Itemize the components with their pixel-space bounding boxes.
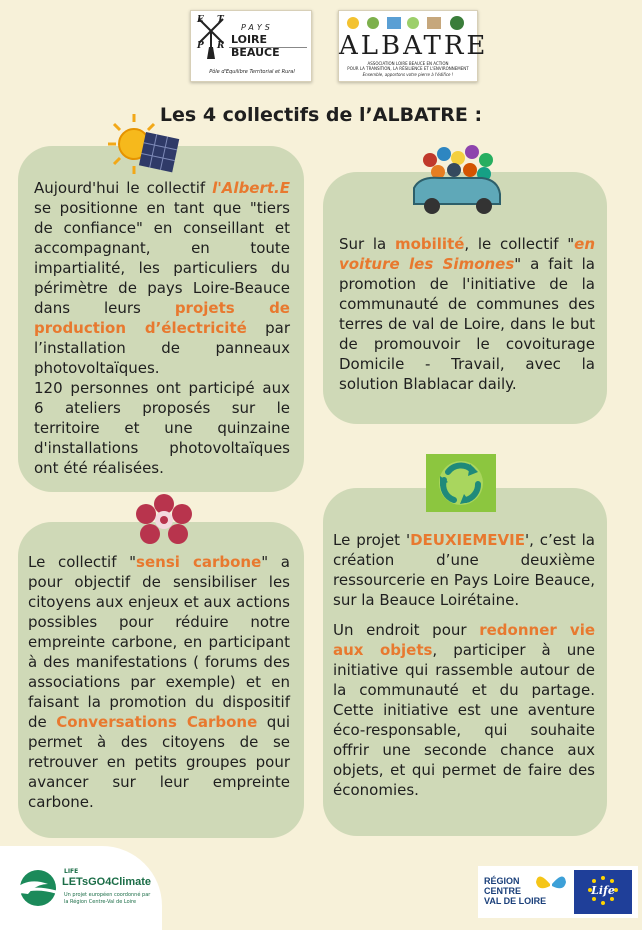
logo-pays-label: PAYS (241, 23, 273, 32)
letsgo4climate-title: LETsGO4Climate (62, 876, 152, 888)
card-sensi-carbone (18, 522, 304, 838)
card-albert-e-text: Aujourd'hui le collectif l'Albert.E se positionne en tant que "tiers de confiance" en conseillant et accompagnant, en toute impartialité, les particuliers du périmètre de pays Loire-Beauce dans leurs projets de production d’électricité par l’installation de panneaux photovoltaïques. (34, 179, 290, 377)
partner-logos (478, 866, 638, 918)
card-deuxiemevie-intro: Le projet 'DEUXIEMEVIE', c’est la création d’une deuxième ressourcerie en Pays Loire Beauce, sur la Beauce Loirétaine. (333, 531, 596, 609)
logo-letter-r: R (217, 41, 225, 51)
logo-divider (229, 47, 307, 48)
region-line-3: VAL DE LOIRE (484, 896, 547, 906)
card-mobilite-text: Sur la mobilité, le collectif "en voiture les Simones" a fait la promotion de l'initiative de la communauté de communes des terres de val de Loire, dans le but de promouvoir le covoiturage Domicile - Travail, avec la solution Blablacar daily. (339, 235, 596, 393)
flower-icon (132, 492, 196, 548)
solar-panel-icon (102, 112, 184, 176)
highlight-redonner-vie: redonner vie aux objets (333, 621, 596, 659)
project-name-deuxiemevie: DEUXIEMEVIE (410, 531, 525, 549)
albatre-name: ALBATRE (339, 31, 489, 61)
card-deuxiemevie (323, 488, 607, 836)
highlight-mobilite: mobilité (394, 235, 465, 253)
region-line-1: RÉGION (484, 876, 520, 886)
eu-life-logo (574, 870, 632, 914)
pays-loire-beauce-logo (190, 10, 312, 82)
wave-globe-icon (8, 866, 62, 910)
highlight-production-electricite: projets de production d’électricité (34, 299, 290, 337)
logo-loire-beauce-label: LOIRE BEAUCE (231, 33, 280, 59)
letsgo4climate-logo (0, 846, 162, 930)
letsgo4climate-subtitle: Un projet européen coordonné par la Région Centre-Val de Loire (64, 892, 151, 905)
card-albert-e-stats: 120 personnes ont participé aux 6 ateliers proposés sur le territoire et une quinzaine d'installations photovoltaïques ont été réalisées. (34, 379, 290, 477)
logo-letter-t: T (217, 15, 224, 25)
highlight-conversations-carbone: Conversations Carbone (56, 713, 258, 731)
collectif-name-sensi-carbone: sensi carbone (136, 553, 262, 571)
albatre-subtitle-1: ASSOCIATION LOIRE BEAUCE EN ACTION (367, 61, 449, 66)
card-albert-e (18, 146, 304, 492)
albatre-logo (338, 10, 489, 82)
logo-letter-e: E (197, 15, 204, 25)
life-program-label: Life (591, 884, 615, 897)
recycle-icon (426, 454, 496, 512)
albatre-subtitle-2: POUR LA TRANSITION, LA RÉSILIENCE ET L'ENVIRONNEMENT (347, 66, 469, 71)
card-sensi-carbone-text: Le collectif "sensi carbone" a pour objectif de sensibiliser les citoyens aux enjeux et aux actions possibles pour réduire notre empreinte carbone, en participant à des manifestations ( forums des associations par exemple) et en faisant la promotion du dispositif de Conversations Carbone qui permet à des citoyens de se retrouver en petits groupes pour avancer sur leur empreinte carbone. (28, 553, 290, 811)
albatre-motto: Ensemble, apportons votre pierre à l'édifice ! (362, 72, 454, 77)
collectif-name-en-voiture-les-simones: en voiture les Simones (339, 235, 596, 273)
page-title: Les 4 collectifs de l’ALBATRE : (159, 104, 483, 126)
collectif-name-albert-e: l'Albert.E (212, 179, 290, 197)
life-label: LIFE (64, 868, 79, 875)
region-butterfly-icon (534, 868, 568, 898)
card-deuxiemevie-description: Un endroit pour redonner vie aux objets, participer à une initiative qui rassemble autour de la communauté et du partage. Cette initiative est une aventure éco-responsable, qui souhaite offrir une seconde chance aux objets, et qui permet de faire des économies. (333, 621, 596, 799)
region-line-2: CENTRE (484, 886, 522, 896)
logo-tagline: Pôle d'Equilibre Territorial et Rural (209, 69, 295, 75)
carpool-car-icon (400, 142, 510, 218)
logo-letter-p: P (197, 41, 204, 51)
